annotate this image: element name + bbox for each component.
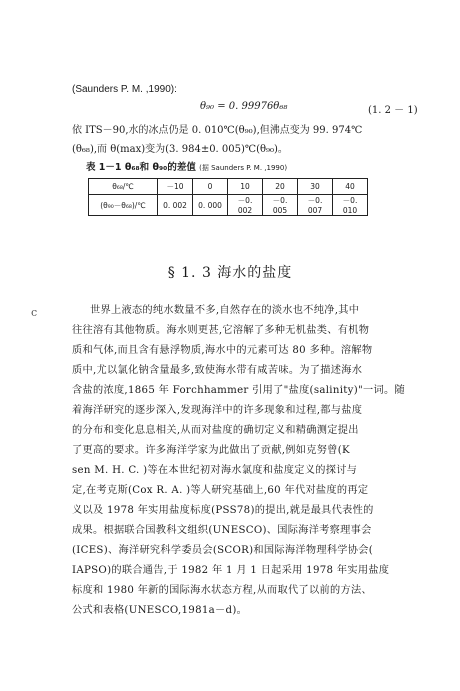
difference-table <box>88 178 368 216</box>
table-caption-source: (据 Saunders P. M. ,1990) <box>199 164 288 172</box>
data-cell: 0. 000 <box>193 195 228 216</box>
its-line-2: (θ₆₈),而 θ(max)变为(3. 984±0. 005)℃(θ₉₀)。 <box>72 144 288 155</box>
data-cell: －0. 005 <box>263 195 298 216</box>
header-label-cell: θ₆₈/℃ <box>89 179 158 195</box>
data-cell: －0. 010 <box>333 195 368 216</box>
table-caption-text: 表 1－1 θ₆₈和 θ₉₀的差值 <box>86 162 196 173</box>
equation-number: (1. 2 － 1) <box>368 105 418 116</box>
paragraph-line: IAPSO)的联合通告,于 1982 年 1 月 1 日起采用 1978 年实用盐度 <box>72 565 390 576</box>
table-caption <box>86 159 287 173</box>
paragraph-line: 世界上液态的纯水数量不多,自然存在的淡水也不纯净,其中 <box>90 305 360 316</box>
header-cell: －10 <box>158 179 193 195</box>
paragraph-line: 质中,尤以氯化钠含量最多,致使海水带有咸苦味。为了描述海水 <box>72 365 363 376</box>
data-cell: －0. 007 <box>298 195 333 216</box>
citation-line: (Saunders P. M. ,1990): <box>72 84 177 95</box>
header-cell: 0 <box>193 179 228 195</box>
paragraph-line: (ICES)、海洋研究科学委员会(SCOR)和国际海洋物理科学协会( <box>72 545 374 556</box>
paragraph-line: 着海洋研究的逐步深入,发现海洋中的许多现象和过程,都与盐度 <box>72 405 363 416</box>
paragraph-line: 含盐的浓度,1865 年 Forchhammer 引用了"盐度(salinity)"一词。随 <box>72 385 405 396</box>
table-data-row <box>89 195 368 216</box>
equation-text: θ₉₀ = 0. 99976θ₆₈ <box>200 101 288 112</box>
data-cell: 0. 002 <box>158 195 193 216</box>
paragraph-line: 定,在考克斯(Cox R. A. )等人研究基础上,60 年代对盐度的再定 <box>72 485 369 496</box>
table-header-row <box>89 179 368 195</box>
paragraph-line: 成果。根据联合国教科文组织(UNESCO)、国际海洋考察理事会 <box>72 525 372 536</box>
its-line-1: 依 ITS－90,水的冰点仍是 0. 010℃(θ₉₀),但沸点变为 99. 974℃ <box>72 125 363 136</box>
paragraph-line: 义以及 1978 年实用盐度标度(PSS78)的提出,就是最具代表性的 <box>72 505 374 516</box>
paragraph-line: 公式和表格(UNESCO,1981a－d)。 <box>72 605 248 616</box>
margin-mark: ⅽ <box>31 306 38 319</box>
header-cell: 30 <box>298 179 333 195</box>
row-label-cell: (θ₉₀－θ₆₈)/℃ <box>89 195 158 216</box>
data-cell: －0. 002 <box>228 195 263 216</box>
section-heading: § 1. 3 海水的盐度 <box>167 265 293 281</box>
paragraph-line: 质和气体,而且含有悬浮物质,海水中的元素可达 80 多种。溶解物 <box>72 345 373 356</box>
header-cell: 20 <box>263 179 298 195</box>
paragraph-line: 往往溶有其他物质。海水则更甚,它溶解了多种无机盐类、有机物 <box>72 325 370 336</box>
header-cell: 10 <box>228 179 263 195</box>
header-cell: 40 <box>333 179 368 195</box>
paragraph-line: 标度和 1980 年新的国际海水状态方程,从而取代了以前的方法、 <box>72 585 372 596</box>
paragraph-line: 了更高的要求。许多海洋学家为此做出了贡献,例如克努曾(K <box>72 445 350 456</box>
paragraph-line: sen M. H. C. )等在本世纪初对海水氯度和盐度定义的探讨与 <box>72 465 358 476</box>
paragraph-line: 的分布和变化息息相关,从而对盐度的确切定义和精确测定提出 <box>72 425 359 436</box>
